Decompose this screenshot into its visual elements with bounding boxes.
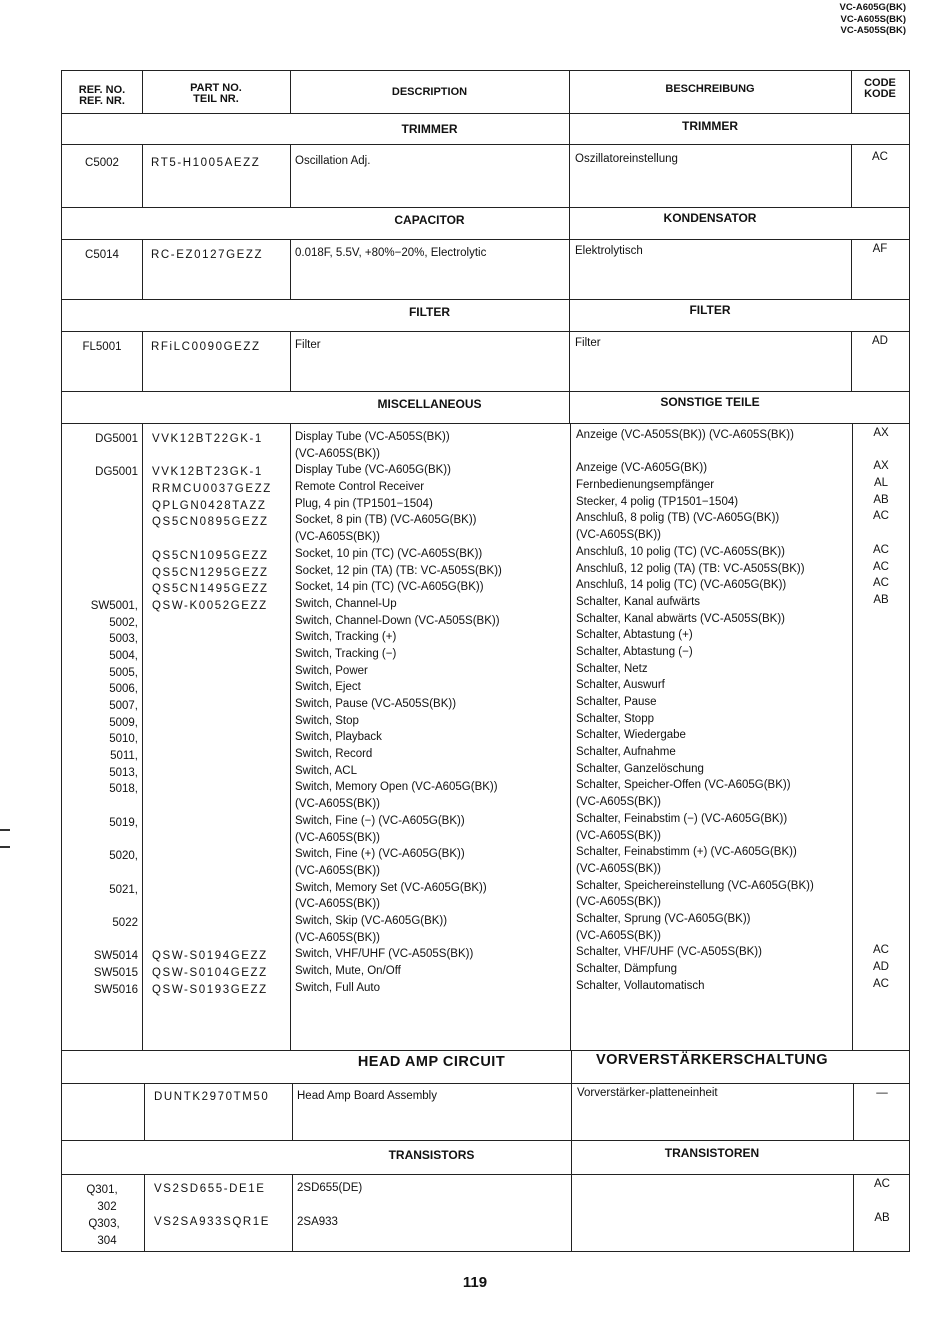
beschreibung: Anschluß, 12 polig (TA) (TB: VC-A505S(BK)) [576, 562, 805, 575]
beschreibung: Schalter, Abtastung (−) [576, 645, 693, 658]
description: Switch, Mute, On/Off [295, 965, 401, 977]
code: AF [872, 243, 888, 255]
description: Display Tube (VC-A605G(BK)) [295, 464, 451, 477]
part-no [152, 665, 272, 682]
code: AB [874, 1212, 890, 1224]
description: Switch, Fine (−) (VC-A605G(BK)) [295, 814, 465, 827]
code: AC [873, 977, 889, 990]
part-no: QS5CN1295GEZZ [152, 566, 269, 579]
code [852, 892, 910, 909]
col-divider [571, 1083, 572, 1140]
beschreibung: Schalter, Kanal aufwärts [576, 595, 701, 608]
beschreibung: Schalter, Vollautomatisch [576, 979, 705, 992]
ref-no [62, 932, 138, 949]
ref-no [62, 832, 138, 849]
model-code: VC-A505S(BK) [840, 25, 906, 36]
col-divider [142, 331, 143, 391]
misc-ref-column [62, 431, 138, 998]
misc-description-column [295, 429, 502, 996]
part-no [152, 631, 272, 648]
code: AC [873, 577, 889, 590]
ref-no [62, 531, 138, 548]
section-title-head-amp: HEAD AMP CIRCUIT [357, 1054, 506, 1070]
ref-no [62, 798, 138, 815]
part-no: QSW-S0193GEZZ [152, 983, 268, 996]
page-number: 119 [462, 1274, 488, 1291]
part-no: VVK12BT22GK-1 [152, 433, 263, 445]
description: 2SD655(DE) [297, 1182, 363, 1194]
section-title-filter-de: FILTER [689, 303, 731, 317]
code [852, 742, 910, 759]
code: AC [873, 543, 889, 556]
code [852, 442, 910, 459]
part-no [152, 531, 272, 548]
part-no [152, 898, 272, 915]
code [852, 525, 910, 542]
header-code: CODE KODE [864, 77, 896, 100]
header-beschreibung: BESCHREIBUNG [665, 83, 755, 95]
ref-no: 5009, [109, 716, 138, 729]
ref-no: 5022 [112, 916, 138, 929]
section-title-filter: FILTER [408, 305, 451, 319]
description: (VC-A605S(BK)) [295, 447, 380, 460]
binding-mark [0, 846, 10, 848]
ref-no: Q301, [86, 1184, 118, 1196]
beschreibung: Fernbedienungsempfänger [576, 479, 715, 492]
section-title-misc: MISCELLANEOUS [377, 397, 482, 411]
beschreibung: Schalter, Dämpfung [576, 963, 678, 975]
beschreibung: Stecker, 4 polig (TP1501−1504) [576, 495, 739, 508]
beschreibung: Filter [575, 337, 601, 349]
code [852, 876, 910, 893]
part-no: RFiLC0090GEZZ [151, 341, 261, 353]
row-divider [62, 113, 909, 114]
row-divider [62, 331, 909, 332]
col-divider [571, 1174, 572, 1252]
description: 0.018F, 5.5V, +80%−20%, Electrolytic [295, 247, 487, 259]
beschreibung: Schalter, Auswurf [576, 679, 665, 692]
description: Socket, 14 pin (TC) (VC-A605G(BK)) [295, 581, 484, 594]
ref-no: 5005, [109, 666, 138, 679]
beschreibung: Oszillatoreinstellung [575, 153, 678, 165]
col-divider [290, 239, 291, 299]
ref-no: C5002 [85, 157, 119, 169]
ref-no: 5007, [109, 700, 138, 712]
description: 2SA933 [297, 1216, 338, 1228]
code: AC [873, 510, 889, 523]
beschreibung: (VC-A605S(BK)) [576, 529, 661, 542]
row-divider [62, 239, 909, 240]
col-divider [569, 144, 570, 207]
description: Switch, Record [295, 748, 373, 761]
col-divider [570, 423, 571, 1050]
description: Switch, Fine (+) (VC-A605G(BK)) [295, 848, 465, 861]
parts-table [61, 70, 910, 1252]
ref-no: 5002, [109, 616, 138, 629]
code [852, 659, 910, 676]
ref-no: 5004, [109, 649, 138, 662]
ref-no [62, 514, 138, 531]
beschreibung [576, 444, 814, 461]
code: AC [872, 151, 888, 163]
beschreibung: Schalter, Speicher-Offen (VC-A605G(BK)) [576, 779, 791, 792]
part-no [152, 832, 272, 849]
misc-code-column [852, 425, 910, 992]
code [852, 642, 910, 659]
ref-no: 5013, [109, 766, 138, 779]
ref-no: SW5016 [93, 983, 138, 996]
beschreibung: (VC-A605S(BK)) [576, 796, 661, 809]
description: Switch, Full Auto [295, 981, 381, 994]
col-divider [292, 1083, 293, 1140]
section-title-head-amp-de: VORVERSTÄRKERSCHALTUNG [595, 1052, 828, 1068]
description: Switch, Pause (VC-A505S(BK)) [295, 698, 457, 710]
col-divider [569, 239, 570, 299]
beschreibung: Schalter, Feinabstimm (+) (VC-A605G(BK)) [576, 846, 797, 859]
code: AD [872, 335, 888, 347]
description: (VC-A605S(BK)) [295, 798, 380, 811]
part-no [152, 648, 272, 665]
row-divider [62, 299, 909, 300]
code: AB [873, 493, 889, 506]
part-no [152, 698, 272, 715]
ref-no: SW5015 [93, 967, 138, 979]
part-no [152, 798, 272, 815]
code: AX [873, 427, 889, 439]
ref-no: 5021, [109, 883, 138, 896]
description: (VC-A605S(BK)) [295, 931, 380, 944]
part-no: VS2SA933SQR1E [154, 1216, 271, 1228]
ref-no [62, 548, 138, 565]
beschreibung: Vorverstärker-platteneinheit [577, 1087, 718, 1099]
code [852, 859, 910, 876]
col-divider [142, 239, 143, 299]
ref-no: 302 [97, 1201, 117, 1213]
part-no [152, 865, 272, 882]
part-no [152, 448, 272, 465]
part-no [152, 932, 272, 949]
code: AC [873, 560, 889, 573]
part-no: QS5CN1495GEZZ [152, 583, 269, 596]
row-divider [62, 391, 909, 392]
section-title-transistors-de: TRANSISTOREN [664, 1146, 760, 1160]
code [852, 826, 910, 843]
ref-no: 5020, [109, 850, 138, 863]
code [852, 675, 910, 692]
row-divider [62, 1174, 909, 1175]
row-divider [62, 144, 909, 145]
ref-no: FL5001 [82, 341, 122, 353]
beschreibung: Anschluß, 14 polig (TC) (VC-A605G(BK)) [576, 579, 787, 592]
part-no: RT5-H1005AEZZ [151, 157, 261, 169]
ref-no: SW5001, [90, 599, 138, 612]
ref-no: 5010, [109, 733, 138, 746]
description: Switch, Tracking (−) [295, 647, 397, 660]
part-no: QSW-K0052GEZZ [152, 599, 268, 612]
ref-no [62, 565, 138, 582]
col-divider [569, 331, 570, 391]
beschreibung: Elektrolytisch [575, 245, 643, 257]
beschreibung: (VC-A605S(BK)) [576, 896, 661, 909]
ref-no: DG5001 [95, 433, 138, 445]
description: Switch, Skip (VC-A605G(BK)) [295, 914, 448, 927]
section-title-misc-de: SONSTIGE TEILE [660, 395, 760, 409]
description: Plug, 4 pin (TP1501−1504) [295, 497, 433, 510]
beschreibung: Schalter, Abtastung (+) [576, 629, 693, 642]
beschreibung: Schalter, Stopp [576, 712, 654, 725]
part-no: QS5CN1095GEZZ [152, 549, 269, 562]
ref-no [62, 865, 138, 882]
col-divider [290, 423, 291, 1050]
part-no [152, 681, 272, 698]
code [852, 926, 910, 943]
description: Switch, Memory Set (VC-A605G(BK)) [295, 881, 487, 894]
ref-no: C5014 [85, 249, 119, 261]
ref-no [62, 498, 138, 515]
code [852, 709, 910, 726]
header-description: DESCRIPTION [391, 86, 468, 98]
ref-no: 5019, [109, 816, 138, 829]
beschreibung: Schalter, Feinabstim (−) (VC-A605G(BK)) [576, 812, 788, 825]
row-divider [62, 207, 909, 208]
description: Switch, Power [295, 664, 368, 677]
binding-mark [0, 829, 10, 831]
beschreibung: Anzeige (VC-A505S(BK)) (VC-A605S(BK)) [576, 429, 794, 441]
description: (VC-A605S(BK)) [295, 864, 380, 877]
part-no [152, 731, 272, 748]
part-no [152, 915, 272, 932]
description: Switch, VHF/UHF (VC-A505S(BK)) [295, 948, 474, 961]
description: Filter [295, 339, 321, 351]
code [852, 775, 910, 792]
ref-no [62, 448, 138, 465]
model-codes [839, 2, 906, 37]
beschreibung: (VC-A605S(BK)) [576, 862, 661, 875]
code [852, 692, 910, 709]
code [852, 842, 910, 859]
code: AX [873, 460, 889, 473]
description: Switch, Playback [295, 731, 382, 744]
description: Switch, Memory Open (VC-A605G(BK)) [295, 781, 498, 794]
part-no [152, 765, 272, 782]
beschreibung: Anzeige (VC-A605G(BK)) [576, 462, 708, 475]
code [852, 809, 910, 826]
part-no: QSW-S0194GEZZ [152, 950, 268, 963]
description: (VC-A605S(BK)) [295, 531, 380, 544]
ref-no: DG5001 [95, 466, 138, 479]
col-divider [290, 144, 291, 207]
ref-no [62, 581, 138, 598]
part-no [152, 715, 272, 732]
beschreibung: Schalter, Ganzelöschung [576, 762, 704, 775]
part-no [152, 748, 272, 765]
misc-part-column [152, 431, 272, 998]
ref-no: 5018, [109, 783, 138, 796]
code: — [876, 1087, 888, 1099]
description: Remote Control Receiver [295, 481, 425, 494]
code: AD [873, 961, 889, 973]
header-ref: REF. NO. REF. NR. [78, 84, 126, 107]
row-divider [62, 1083, 909, 1084]
part-no: QPLGN0428TAZZ [152, 499, 267, 512]
col-divider [144, 1083, 145, 1140]
misc-beschreibung-column [576, 427, 814, 994]
section-title-trimmer: TRIMMER [401, 122, 458, 136]
code [852, 909, 910, 926]
col-divider [142, 144, 143, 207]
ref-no: 5011, [110, 750, 138, 763]
part-no [152, 615, 272, 632]
part-no [152, 848, 272, 865]
beschreibung: Anschluß, 8 polig (TB) (VC-A605G(BK)) [576, 512, 780, 525]
ref-no: 304 [97, 1235, 117, 1247]
description: Switch, Stop [295, 714, 359, 727]
col-divider [142, 423, 143, 1050]
description: Socket, 10 pin (TC) (VC-A605S(BK)) [295, 547, 483, 560]
description: Display Tube (VC-A505S(BK)) [295, 431, 450, 443]
beschreibung: (VC-A605S(BK)) [576, 829, 661, 842]
col-divider [290, 331, 291, 391]
part-no: RRMCU0037GEZZ [152, 483, 272, 496]
description: Oscillation Adj. [295, 155, 371, 167]
code: AL [873, 477, 889, 490]
description: Switch, Channel-Up [295, 597, 397, 610]
ref-no: SW5014 [93, 950, 138, 963]
section-title-trimmer-de: TRIMMER [682, 119, 738, 133]
part-no: VVK12BT23GK-1 [152, 466, 263, 479]
part-no [152, 781, 272, 798]
part-no [152, 882, 272, 899]
section-title-capacitor-de: KONDENSATOR [663, 211, 757, 225]
description: Switch, Eject [295, 681, 361, 694]
beschreibung: Schalter, Aufnahme [576, 746, 676, 759]
code: AB [873, 593, 889, 606]
row-divider [62, 423, 909, 424]
ref-no [62, 481, 138, 498]
code: AC [874, 1178, 890, 1190]
beschreibung: Schalter, Sprung (VC-A605G(BK)) [576, 912, 751, 925]
section-title-capacitor: CAPACITOR [394, 213, 465, 227]
part-no: QS5CN0895GEZZ [152, 516, 269, 529]
part-no: QSW-S0104GEZZ [152, 967, 268, 979]
ref-no [62, 898, 138, 915]
code: AC [873, 944, 889, 957]
beschreibung: Schalter, Pause [576, 696, 657, 708]
header-part: PART NO. TEIL NR. [190, 82, 242, 105]
beschreibung: Schalter, Netz [576, 662, 648, 675]
beschreibung: Schalter, Kanal abwärts (VC-A505S(BK)) [576, 612, 786, 625]
part-no: DUNTK2970TM50 [154, 1091, 270, 1103]
model-code: VC-A605G(BK) [839, 2, 906, 13]
beschreibung: Schalter, Wiedergabe [576, 729, 686, 742]
ref-no: 5006, [109, 683, 138, 696]
beschreibung: (VC-A605S(BK)) [576, 929, 661, 942]
description: (VC-A605S(BK)) [295, 831, 380, 844]
description: Head Amp Board Assembly [297, 1090, 437, 1102]
description: Switch, Tracking (+) [295, 631, 397, 644]
col-divider [292, 1174, 293, 1252]
code [852, 792, 910, 809]
row-divider [62, 1050, 909, 1051]
beschreibung: Schalter, Speichereinstellung (VC-A605G(BK)) [576, 879, 814, 892]
model-code: VC-A605S(BK) [840, 13, 906, 25]
beschreibung: Schalter, VHF/UHF (VC-A505S(BK)) [576, 946, 762, 959]
description: (VC-A605S(BK)) [295, 898, 380, 911]
code [852, 725, 910, 742]
code [852, 625, 910, 642]
description: Switch, ACL [295, 764, 357, 777]
section-title-transistors: TRANSISTORS [388, 1148, 475, 1162]
part-no: RC-EZ0127GEZZ [151, 249, 264, 261]
part-no: VS2SD655-DE1E [154, 1183, 266, 1195]
code [852, 609, 910, 626]
ref-no: 5003, [109, 633, 138, 646]
description: Socket, 8 pin (TB) (VC-A605G(BK)) [295, 514, 477, 527]
description: Socket, 12 pin (TA) (TB: VC-A505S(BK)) [295, 564, 502, 577]
code [852, 759, 910, 776]
description: Switch, Channel-Down (VC-A505S(BK)) [295, 614, 500, 627]
part-no [152, 815, 272, 832]
row-divider [62, 1140, 909, 1141]
beschreibung: Anschluß, 10 polig (TC) (VC-A605S(BK)) [576, 545, 785, 558]
ref-no: Q303, [88, 1218, 120, 1230]
